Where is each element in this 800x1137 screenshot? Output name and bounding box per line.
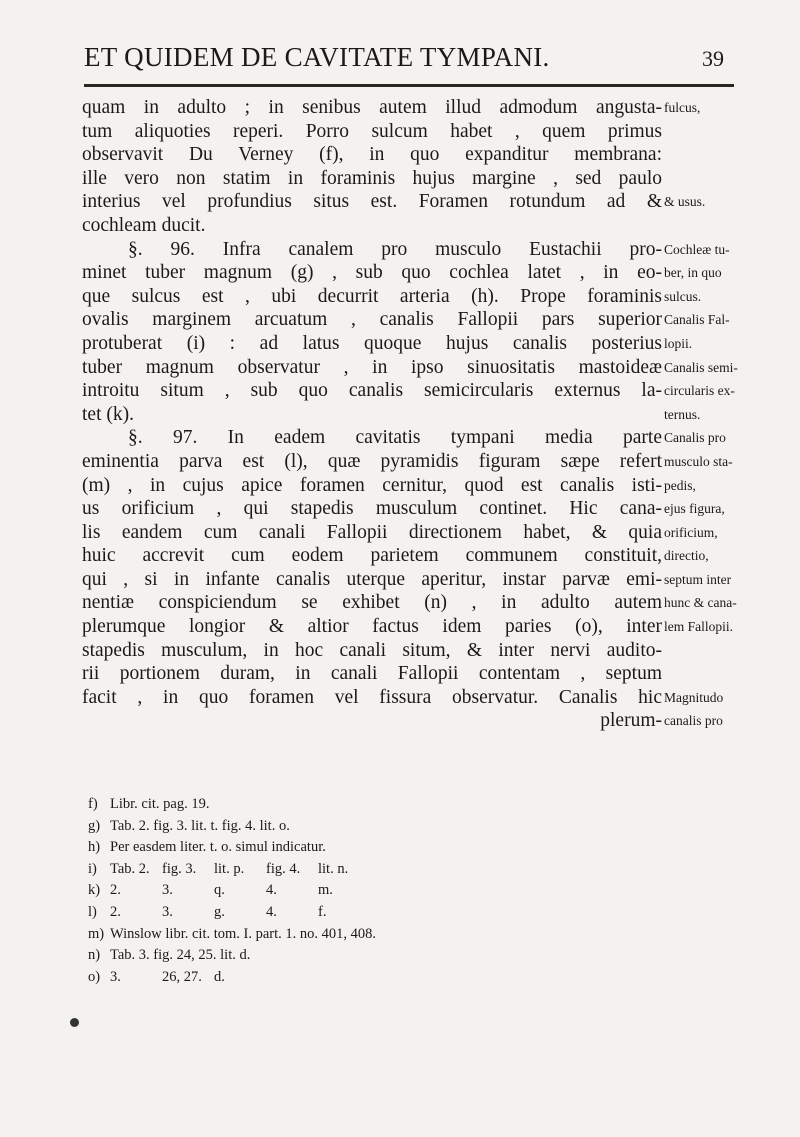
margin-note-line	[664, 662, 796, 686]
margin-note-line: pedis,	[664, 477, 696, 493]
body-line: ille vero non statim in foraminis hujus margine , sed paulo	[82, 167, 662, 189]
body-line: protuberat (i) : ad latus quoque hujus canalis posterius	[82, 332, 662, 354]
body-line: ovalis marginem arcuatum , canalis Fallopii pars superior	[82, 309, 662, 331]
body-line: tet (k).	[82, 403, 134, 425]
footnote-cell: lit. n.	[318, 860, 349, 877]
body-line: tuber magnum observatur , in ipso sinuositatis mastoideæ	[82, 356, 662, 378]
footnote-text: Winslow libr. cit. tom. I. part. 1. no. 401, 408.	[110, 925, 377, 942]
margin-note-line	[664, 143, 796, 167]
footnote-cell: 3.	[110, 968, 121, 985]
margin-note-line	[664, 167, 796, 191]
margin-note-line: septum inter	[664, 571, 732, 587]
footnote-cell: 4.	[266, 903, 277, 920]
margin-note-line: ternus.	[664, 406, 701, 422]
margin-notes	[664, 96, 796, 733]
footnote	[88, 967, 688, 989]
body-line: us orificium , qui stapedis musculum continet. Hic cana-	[82, 498, 662, 520]
footnote-mark: k)	[88, 882, 101, 899]
footnote-text: Tab. 3. fig. 24, 25. lit. d.	[110, 947, 251, 964]
margin-note-line	[664, 214, 796, 238]
footnote	[88, 880, 688, 902]
margin-note-line: lopii.	[664, 335, 693, 351]
body-line: minet tuber magnum (g) , sub quo cochlea latet , in eo-	[82, 262, 662, 284]
footnote-cell: 2.	[110, 903, 121, 920]
margin-note-line: Canalis Fal-	[664, 312, 730, 328]
header-rule	[84, 84, 734, 87]
footnote-cell: f.	[318, 903, 327, 920]
footnote-mark: m)	[88, 925, 105, 942]
footnote	[88, 945, 688, 967]
margin-note-line: Magnitudo	[664, 689, 724, 705]
margin-note-line: musculo sta-	[664, 453, 733, 469]
footnote-text: Libr. cit. pag. 19.	[110, 796, 210, 812]
footnote-cell: g.	[214, 903, 225, 920]
footnote-cell: 26, 27.	[162, 968, 202, 985]
footnote-cell: fig. 3.	[162, 860, 197, 877]
body-line: observavit Du Verney (f), in quo expanditur membrana:	[82, 144, 662, 166]
body-line: §. 96. Infra canalem pro musculo Eustachii pro-	[128, 238, 662, 260]
margin-note-line: lem Fallopii.	[664, 619, 733, 635]
footnote-mark: f)	[88, 796, 98, 812]
footnote-mark: n)	[88, 947, 101, 964]
body-line: qui , si in infante canalis uterque aperitur, instar parvæ emi-	[82, 568, 662, 590]
body-line: plerumque longior & altior factus idem paries (o), inter	[82, 616, 662, 638]
footnote-mark: i)	[88, 860, 97, 877]
margin-note-line	[664, 639, 796, 663]
body-line: §. 97. In eadem cavitatis tympani media parte	[128, 427, 662, 449]
running-title: ET QUIDEM DE CAVITATE TYMPANI.	[84, 42, 550, 72]
margin-note-line: ber, in quo	[664, 265, 722, 281]
footnote-cell: fig. 4.	[266, 860, 301, 877]
margin-note-line: Canalis semi-	[664, 359, 738, 375]
footnotes	[88, 794, 688, 988]
body-text	[82, 96, 662, 733]
margin-note-line: orificium,	[664, 524, 718, 540]
body-line: lis eandem cum canali Fallopii directionem habet, & quia	[82, 521, 662, 543]
footnote	[88, 794, 688, 816]
margin-note-line: Cochleæ tu-	[664, 241, 730, 257]
footnote	[88, 837, 688, 859]
margin-note-line: hunc & cana-	[664, 595, 737, 611]
margin-note-line: fulcus,	[664, 100, 701, 115]
body-line: quam in adulto ; in senibus autem illud admodum angusta-	[82, 97, 662, 118]
footnote-cell: 4.	[266, 882, 277, 899]
footnote	[88, 859, 688, 881]
margin-note-line: ejus figura,	[664, 501, 725, 517]
footnote	[88, 924, 688, 946]
footnote-mark: g)	[88, 817, 101, 834]
footnote-cell: 2.	[110, 882, 121, 899]
body-line: introitu situm , sub quo canalis semicircularis externus la-	[82, 380, 662, 402]
footnote-cell: q.	[214, 882, 225, 899]
body-line: facit , in quo foramen vel fissura observatur. Canalis hic	[82, 686, 662, 708]
margin-note-line: Canalis pro	[664, 430, 726, 446]
running-head	[84, 42, 724, 76]
footnote-mark: h)	[88, 839, 101, 856]
body-line: stapedis musculum, in hoc canali situm, & inter nervi audito-	[82, 639, 662, 661]
margin-note-line: circularis ex-	[664, 383, 735, 399]
margin-note-line	[664, 120, 796, 144]
footnote-cell: 3.	[162, 882, 173, 899]
margin-note-line: canalis pro	[664, 713, 723, 729]
footnote	[88, 816, 688, 838]
body-line: interius vel profundius situs est. Foramen rotundum ad &	[82, 191, 662, 213]
footnote-cell: Tab. 2.	[110, 860, 150, 877]
body-line: cochleam ducit.	[82, 214, 206, 236]
footnote-cell: m.	[318, 882, 333, 899]
footnote-text: Tab. 2. fig. 3. lit. t. fig. 4. lit. o.	[110, 817, 290, 834]
body-line: plerum-	[600, 710, 662, 732]
footnote-mark: l)	[88, 903, 97, 920]
body-line: que sulcus est , ubi decurrit arteria (h). Prope foraminis	[82, 285, 662, 307]
margin-note-line: sulcus.	[664, 288, 702, 304]
body-line: eminentia parva est (l), quæ pyramidis figuram sæpe refert	[82, 450, 662, 472]
footnote-mark: o)	[88, 968, 101, 985]
body-line: nentiæ conspiciendum se exhibet (n) , in adulto autem	[82, 592, 662, 614]
margin-note-line: directio,	[664, 548, 709, 564]
margin-note-line: & usus.	[664, 194, 706, 210]
footnote-text: Per easdem liter. t. o. simul indicatur.	[110, 839, 326, 856]
ink-dot	[70, 1018, 79, 1027]
footnote	[88, 902, 688, 924]
footnote-cell: 3.	[162, 903, 173, 920]
footnote-cell: lit. p.	[214, 860, 245, 877]
footnote-cell: d.	[214, 968, 225, 985]
body-line: rii portionem duram, in canali Fallopii contentam , septum	[82, 663, 662, 685]
body-line: (m) , in cujus apice foramen cernitur, quod est canalis isti-	[82, 474, 662, 496]
body-line: tum aliquoties reperi. Porro sulcum habet , quem primus	[82, 120, 662, 142]
page-number: 39	[702, 46, 724, 71]
body-line: huic accrevit cum eodem parietem communem constituit,	[82, 545, 662, 567]
